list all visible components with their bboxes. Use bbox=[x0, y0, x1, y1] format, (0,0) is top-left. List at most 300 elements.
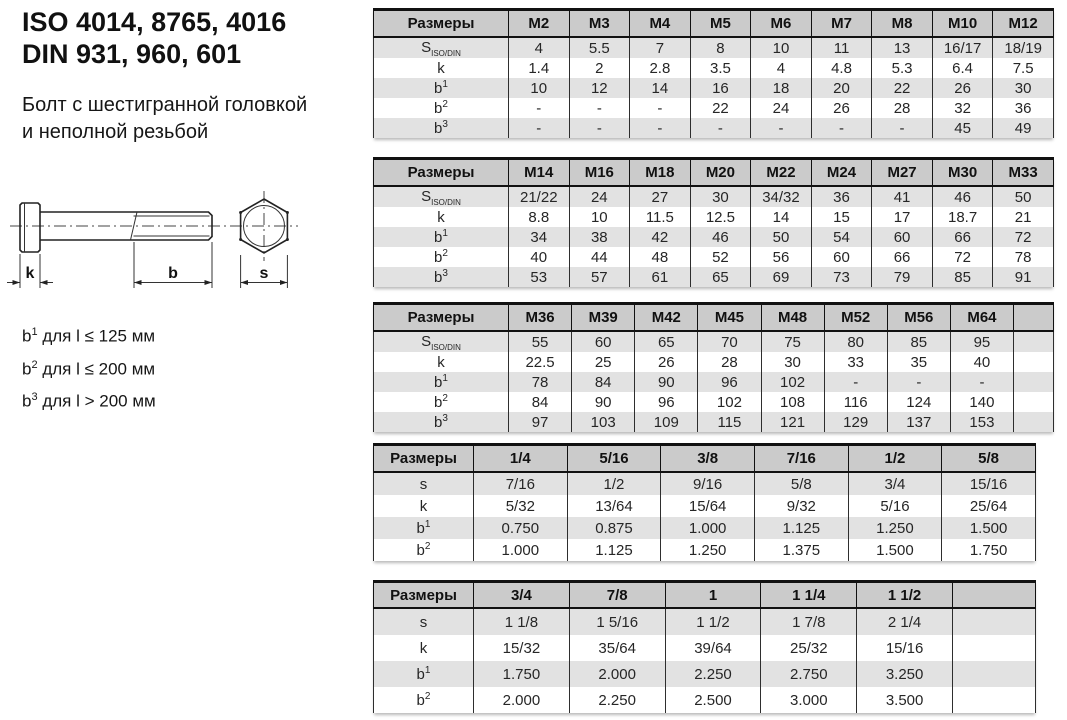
table-cell: 1 7/8 bbox=[761, 608, 857, 635]
column-header: Размеры bbox=[374, 582, 474, 609]
table-cell: 40 bbox=[509, 247, 570, 267]
table-row bbox=[374, 372, 1054, 392]
column-header: M64 bbox=[950, 304, 1013, 332]
table-cell: 78 bbox=[993, 247, 1054, 267]
table-cell: - bbox=[569, 98, 630, 118]
dimension-k bbox=[7, 254, 53, 288]
table-cell: 85 bbox=[932, 267, 993, 287]
table-cell: 21 bbox=[993, 207, 1054, 227]
table-cell: 7 bbox=[630, 37, 691, 58]
column-header: Размеры bbox=[374, 10, 509, 38]
table-cell-empty bbox=[952, 635, 1035, 661]
column-header: Размеры bbox=[374, 304, 509, 332]
table-cell: 48 bbox=[630, 247, 691, 267]
table-cell-empty bbox=[952, 661, 1035, 687]
table-cell: 1.250 bbox=[661, 539, 755, 561]
table-cell: 15/16 bbox=[942, 472, 1036, 495]
table-cell: 25/32 bbox=[761, 635, 857, 661]
column-header: M27 bbox=[872, 159, 933, 187]
table-cell: 15/64 bbox=[661, 495, 755, 517]
table-cell: 36 bbox=[993, 98, 1054, 118]
table-cell: 84 bbox=[509, 392, 572, 412]
table-cell: 1.750 bbox=[942, 539, 1036, 561]
table-cell: 32 bbox=[932, 98, 993, 118]
table-row bbox=[374, 186, 1054, 207]
column-header: 1/2 bbox=[848, 445, 942, 473]
table-cell: 5/16 bbox=[848, 495, 942, 517]
table-cell: 13 bbox=[872, 37, 933, 58]
table-row bbox=[374, 227, 1054, 247]
table-cell: 60 bbox=[811, 247, 872, 267]
table-cell: 1 5/16 bbox=[569, 608, 665, 635]
table-cell: 2.750 bbox=[761, 661, 857, 687]
table-cell: 39/64 bbox=[665, 635, 761, 661]
row-label: $b^2$ bbox=[374, 392, 509, 412]
size-table-metric-m36-m64 bbox=[373, 302, 1054, 432]
table-cell: 1.750 bbox=[474, 661, 570, 687]
column-header: M18 bbox=[630, 159, 691, 187]
table-cell: 72 bbox=[932, 247, 993, 267]
column-header-empty bbox=[952, 582, 1035, 609]
table-cell: 24 bbox=[751, 98, 812, 118]
table-cell: 90 bbox=[572, 392, 635, 412]
column-header: 1 1/2 bbox=[857, 582, 953, 609]
column-header: M22 bbox=[751, 159, 812, 187]
column-header: 3/8 bbox=[661, 445, 755, 473]
table-cell: 57 bbox=[569, 267, 630, 287]
footnote: $b^3$ для l > 200 мм bbox=[22, 391, 156, 411]
table-cell-empty bbox=[1014, 412, 1054, 432]
column-header: 1 bbox=[665, 582, 761, 609]
table-cell: 9/32 bbox=[754, 495, 848, 517]
table-cell: 45 bbox=[932, 118, 993, 138]
table-cell: 3.000 bbox=[761, 687, 857, 713]
title-iso-line: ISO 4014, 8765, 4016 bbox=[22, 7, 287, 37]
table-cell: 21/22 bbox=[509, 186, 570, 207]
column-header: M5 bbox=[690, 10, 751, 38]
row-label: $b^3$ bbox=[374, 267, 509, 287]
table-cell: 1.125 bbox=[567, 539, 661, 561]
table-cell: 61 bbox=[630, 267, 691, 287]
table-cell: 97 bbox=[509, 412, 572, 432]
header-row bbox=[374, 582, 1036, 609]
table-cell: 4 bbox=[509, 37, 570, 58]
table-cell: 6.4 bbox=[932, 58, 993, 78]
table-cell: 1.4 bbox=[509, 58, 570, 78]
table-row bbox=[374, 495, 1036, 517]
table-cell: 85 bbox=[887, 331, 950, 352]
table-cell: 2.000 bbox=[569, 661, 665, 687]
column-header: 5/8 bbox=[942, 445, 1036, 473]
column-header: M24 bbox=[811, 159, 872, 187]
table-cell: 28 bbox=[698, 352, 761, 372]
table-cell-empty bbox=[952, 687, 1035, 713]
table-cell: 25/64 bbox=[942, 495, 1036, 517]
column-header: 1 1/4 bbox=[761, 582, 857, 609]
column-header: M33 bbox=[993, 159, 1054, 187]
column-header: M3 bbox=[569, 10, 630, 38]
row-label: $b^2$ bbox=[374, 247, 509, 267]
table-cell: 16/17 bbox=[932, 37, 993, 58]
table-row bbox=[374, 247, 1054, 267]
table-cell: 2.000 bbox=[474, 687, 570, 713]
page-title bbox=[22, 6, 286, 70]
table-cell: 79 bbox=[872, 267, 933, 287]
table-cell: 50 bbox=[993, 186, 1054, 207]
table-cell: 34 bbox=[509, 227, 570, 247]
table-cell: 2 1/4 bbox=[857, 608, 953, 635]
column-header: M36 bbox=[509, 304, 572, 332]
row-label: $b^1$ bbox=[374, 372, 509, 392]
row-label: $S_{ISO/DIN}$ bbox=[374, 186, 509, 207]
footnote: $b^2$ для l ≤ 200 мм bbox=[22, 358, 156, 379]
column-header: 3/4 bbox=[474, 582, 570, 609]
table-cell: - bbox=[509, 98, 570, 118]
table-row bbox=[374, 472, 1036, 495]
table-cell: - bbox=[887, 372, 950, 392]
table-cell: 0.750 bbox=[474, 517, 568, 539]
table-cell: 25 bbox=[572, 352, 635, 372]
table-cell: 66 bbox=[872, 247, 933, 267]
column-header: M52 bbox=[824, 304, 887, 332]
column-header: M20 bbox=[690, 159, 751, 187]
table-cell: 24 bbox=[569, 186, 630, 207]
table-row bbox=[374, 331, 1054, 352]
dim-label-s: s bbox=[259, 265, 269, 282]
table-cell: 7/16 bbox=[474, 472, 568, 495]
table-cell: 12 bbox=[569, 78, 630, 98]
table-cell: 10 bbox=[751, 37, 812, 58]
table-cell: - bbox=[630, 98, 691, 118]
table-cell: 27 bbox=[630, 186, 691, 207]
table-cell: 80 bbox=[824, 331, 887, 352]
table-cell: 20 bbox=[811, 78, 872, 98]
header-row bbox=[374, 445, 1036, 473]
table-cell: 1.000 bbox=[474, 539, 568, 561]
table-cell: 26 bbox=[811, 98, 872, 118]
table-cell: 69 bbox=[751, 267, 812, 287]
table-cell: 72 bbox=[993, 227, 1054, 247]
table-cell: 34/32 bbox=[751, 186, 812, 207]
table-cell: 8 bbox=[690, 37, 751, 58]
table-cell: 115 bbox=[698, 412, 761, 432]
table-cell: 22.5 bbox=[509, 352, 572, 372]
table-cell: 30 bbox=[690, 186, 751, 207]
table-cell: 15/16 bbox=[857, 635, 953, 661]
table-cell: 5.3 bbox=[872, 58, 933, 78]
column-header: M8 bbox=[872, 10, 933, 38]
table-cell: 9/16 bbox=[661, 472, 755, 495]
table-cell: 16 bbox=[690, 78, 751, 98]
row-label: $b^1$ bbox=[374, 227, 509, 247]
table-row bbox=[374, 98, 1054, 118]
table-cell: 75 bbox=[761, 331, 824, 352]
table-row bbox=[374, 412, 1054, 432]
column-header: Размеры bbox=[374, 159, 509, 187]
table-cell: 5/32 bbox=[474, 495, 568, 517]
table-cell: 73 bbox=[811, 267, 872, 287]
table-cell: 13/64 bbox=[567, 495, 661, 517]
table-cell: 18 bbox=[751, 78, 812, 98]
table-cell: 4.8 bbox=[811, 58, 872, 78]
table-cell-empty bbox=[952, 608, 1035, 635]
column-header: M30 bbox=[932, 159, 993, 187]
bolt-end-view bbox=[230, 191, 298, 261]
table-cell: 10 bbox=[569, 207, 630, 227]
table-cell: 129 bbox=[824, 412, 887, 432]
table-cell: 26 bbox=[932, 78, 993, 98]
table-cell: 55 bbox=[509, 331, 572, 352]
table-row bbox=[374, 517, 1036, 539]
row-label: $b^1$ bbox=[374, 517, 474, 539]
table-cell: 26 bbox=[635, 352, 698, 372]
table-cell: 52 bbox=[690, 247, 751, 267]
table-cell: 35 bbox=[887, 352, 950, 372]
size-table-inch-threequarters-to-oneandhalf bbox=[373, 580, 1036, 713]
table-cell: 116 bbox=[824, 392, 887, 412]
table-cell: 102 bbox=[761, 372, 824, 392]
table-cell: 5.5 bbox=[569, 37, 630, 58]
subtitle-line-1: Болт с шестигранной головкой bbox=[22, 94, 308, 116]
table-cell: 0.875 bbox=[567, 517, 661, 539]
table-cell: 2 bbox=[569, 58, 630, 78]
column-header: M42 bbox=[635, 304, 698, 332]
table-cell: 53 bbox=[509, 267, 570, 287]
table-cell: 65 bbox=[690, 267, 751, 287]
table-cell: 33 bbox=[824, 352, 887, 372]
table-cell: 15 bbox=[811, 207, 872, 227]
column-header-empty bbox=[1014, 304, 1054, 332]
table-cell: 91 bbox=[993, 267, 1054, 287]
row-label: $b^2$ bbox=[374, 687, 474, 713]
table-row bbox=[374, 267, 1054, 287]
header-row bbox=[374, 304, 1054, 332]
table-cell: 137 bbox=[887, 412, 950, 432]
size-table-metric-m14-m33 bbox=[373, 157, 1054, 287]
row-label: $b^3$ bbox=[374, 412, 509, 432]
row-label: $b^2$ bbox=[374, 98, 509, 118]
table-row bbox=[374, 207, 1054, 227]
column-header: 7/16 bbox=[754, 445, 848, 473]
table-cell: 44 bbox=[569, 247, 630, 267]
table-cell: 2.250 bbox=[569, 687, 665, 713]
table-cell: - bbox=[872, 118, 933, 138]
column-header: M4 bbox=[630, 10, 691, 38]
table-cell: 1.500 bbox=[848, 539, 942, 561]
row-label: k bbox=[374, 207, 509, 227]
table-cell: 2.250 bbox=[665, 661, 761, 687]
column-header: M12 bbox=[993, 10, 1054, 38]
table-cell: 7.5 bbox=[993, 58, 1054, 78]
table-cell: 35/64 bbox=[569, 635, 665, 661]
row-label: k bbox=[374, 58, 509, 78]
table-cell: 102 bbox=[698, 392, 761, 412]
table-cell: 153 bbox=[950, 412, 1013, 432]
row-label: s bbox=[374, 608, 474, 635]
column-header: 5/16 bbox=[567, 445, 661, 473]
table-cell: 28 bbox=[872, 98, 933, 118]
column-header: 7/8 bbox=[569, 582, 665, 609]
table-cell: 36 bbox=[811, 186, 872, 207]
table-cell-empty bbox=[1014, 392, 1054, 412]
column-header: 1/4 bbox=[474, 445, 568, 473]
table-cell: 109 bbox=[635, 412, 698, 432]
row-label: k bbox=[374, 495, 474, 517]
table-cell: 70 bbox=[698, 331, 761, 352]
footnote: $b^1$ для l ≤ 125 мм bbox=[22, 326, 156, 346]
size-table-metric-m2-m12 bbox=[373, 8, 1054, 138]
table-row bbox=[374, 687, 1036, 713]
row-label: $b^1$ bbox=[374, 661, 474, 687]
header-row bbox=[374, 159, 1054, 187]
table-cell: 96 bbox=[635, 392, 698, 412]
column-header: M45 bbox=[698, 304, 761, 332]
table-row bbox=[374, 608, 1036, 635]
table-cell: - bbox=[630, 118, 691, 138]
table-cell: 103 bbox=[572, 412, 635, 432]
footnotes bbox=[22, 318, 156, 416]
table-cell: 3/4 bbox=[848, 472, 942, 495]
table-cell: 22 bbox=[690, 98, 751, 118]
column-header: M2 bbox=[509, 10, 570, 38]
table-row bbox=[374, 539, 1036, 561]
table-cell: 30 bbox=[761, 352, 824, 372]
table-cell: 1/2 bbox=[567, 472, 661, 495]
table-cell: 49 bbox=[993, 118, 1054, 138]
table-row bbox=[374, 37, 1054, 58]
table-cell: - bbox=[824, 372, 887, 392]
table-cell: 12.5 bbox=[690, 207, 751, 227]
bolt-technical-drawing bbox=[2, 185, 334, 309]
column-header: M10 bbox=[932, 10, 993, 38]
column-header: M56 bbox=[887, 304, 950, 332]
table-cell: 40 bbox=[950, 352, 1013, 372]
title-din-line: DIN 931, 960, 601 bbox=[22, 39, 242, 69]
table-cell: 1.375 bbox=[754, 539, 848, 561]
table-cell: 54 bbox=[811, 227, 872, 247]
row-label: $b^3$ bbox=[374, 118, 509, 138]
table-cell: 65 bbox=[635, 331, 698, 352]
table-cell: 1 1/2 bbox=[665, 608, 761, 635]
table-cell: 3.250 bbox=[857, 661, 953, 687]
table-cell: 8.8 bbox=[509, 207, 570, 227]
column-header: M14 bbox=[509, 159, 570, 187]
table-cell-empty bbox=[1014, 352, 1054, 372]
table-cell: 14 bbox=[630, 78, 691, 98]
table-cell-empty bbox=[1014, 331, 1054, 352]
bolt-side-view bbox=[10, 203, 228, 252]
table-row bbox=[374, 118, 1054, 138]
table-cell: 2.8 bbox=[630, 58, 691, 78]
column-header: M48 bbox=[761, 304, 824, 332]
table-cell: - bbox=[509, 118, 570, 138]
table-cell: 3.5 bbox=[690, 58, 751, 78]
table-cell: 17 bbox=[872, 207, 933, 227]
size-table-inch-quarter-to-fiveeighths bbox=[373, 443, 1036, 561]
table-cell: 1 1/8 bbox=[474, 608, 570, 635]
row-label: $b^2$ bbox=[374, 539, 474, 561]
table-cell: 60 bbox=[572, 331, 635, 352]
table-cell: 4 bbox=[751, 58, 812, 78]
table-cell: 56 bbox=[751, 247, 812, 267]
table-cell: 46 bbox=[932, 186, 993, 207]
header-row bbox=[374, 10, 1054, 38]
table-cell: 124 bbox=[887, 392, 950, 412]
table-cell: 10 bbox=[509, 78, 570, 98]
column-header: M6 bbox=[751, 10, 812, 38]
row-label: $S_{ISO/DIN}$ bbox=[374, 37, 509, 58]
page-subtitle bbox=[22, 92, 307, 146]
table-cell: 42 bbox=[630, 227, 691, 247]
table-cell: 18/19 bbox=[993, 37, 1054, 58]
table-row bbox=[374, 78, 1054, 98]
table-cell: - bbox=[811, 118, 872, 138]
dim-label-k: k bbox=[25, 265, 35, 282]
table-cell: 1.125 bbox=[754, 517, 848, 539]
table-cell: - bbox=[569, 118, 630, 138]
table-cell: 66 bbox=[932, 227, 993, 247]
table-cell: 41 bbox=[872, 186, 933, 207]
table-cell: 60 bbox=[872, 227, 933, 247]
table-cell: 95 bbox=[950, 331, 1013, 352]
table-row bbox=[374, 635, 1036, 661]
table-cell: 46 bbox=[690, 227, 751, 247]
column-header: M7 bbox=[811, 10, 872, 38]
dimension-b bbox=[134, 242, 212, 288]
table-cell: 90 bbox=[635, 372, 698, 392]
table-cell: 108 bbox=[761, 392, 824, 412]
row-label: $b^1$ bbox=[374, 78, 509, 98]
row-label: k bbox=[374, 352, 509, 372]
table-cell: 30 bbox=[993, 78, 1054, 98]
row-label: k bbox=[374, 635, 474, 661]
column-header: M39 bbox=[572, 304, 635, 332]
row-label: $S_{ISO/DIN}$ bbox=[374, 331, 509, 352]
table-cell: 18.7 bbox=[932, 207, 993, 227]
row-label: s bbox=[374, 472, 474, 495]
table-row bbox=[374, 661, 1036, 687]
table-cell: - bbox=[690, 118, 751, 138]
table-row bbox=[374, 352, 1054, 372]
table-cell: 38 bbox=[569, 227, 630, 247]
column-header: Размеры bbox=[374, 445, 474, 473]
table-cell: 11 bbox=[811, 37, 872, 58]
column-header: M16 bbox=[569, 159, 630, 187]
table-cell: 121 bbox=[761, 412, 824, 432]
table-cell: 78 bbox=[509, 372, 572, 392]
table-cell: 15/32 bbox=[474, 635, 570, 661]
table-cell: 1.500 bbox=[942, 517, 1036, 539]
table-cell: 1.250 bbox=[848, 517, 942, 539]
table-cell: 140 bbox=[950, 392, 1013, 412]
table-cell: 84 bbox=[572, 372, 635, 392]
table-cell: - bbox=[751, 118, 812, 138]
table-row bbox=[374, 392, 1054, 412]
table-cell: 11.5 bbox=[630, 207, 691, 227]
table-cell: 2.500 bbox=[665, 687, 761, 713]
subtitle-line-2: и неполной резьбой bbox=[22, 121, 209, 143]
table-cell: 5/8 bbox=[754, 472, 848, 495]
table-cell: 22 bbox=[872, 78, 933, 98]
table-cell: 50 bbox=[751, 227, 812, 247]
table-cell: 14 bbox=[751, 207, 812, 227]
table-cell: 1.000 bbox=[661, 517, 755, 539]
table-cell: - bbox=[950, 372, 1013, 392]
table-cell-empty bbox=[1014, 372, 1054, 392]
table-row bbox=[374, 58, 1054, 78]
table-cell: 3.500 bbox=[857, 687, 953, 713]
dim-label-b: b bbox=[168, 265, 178, 282]
